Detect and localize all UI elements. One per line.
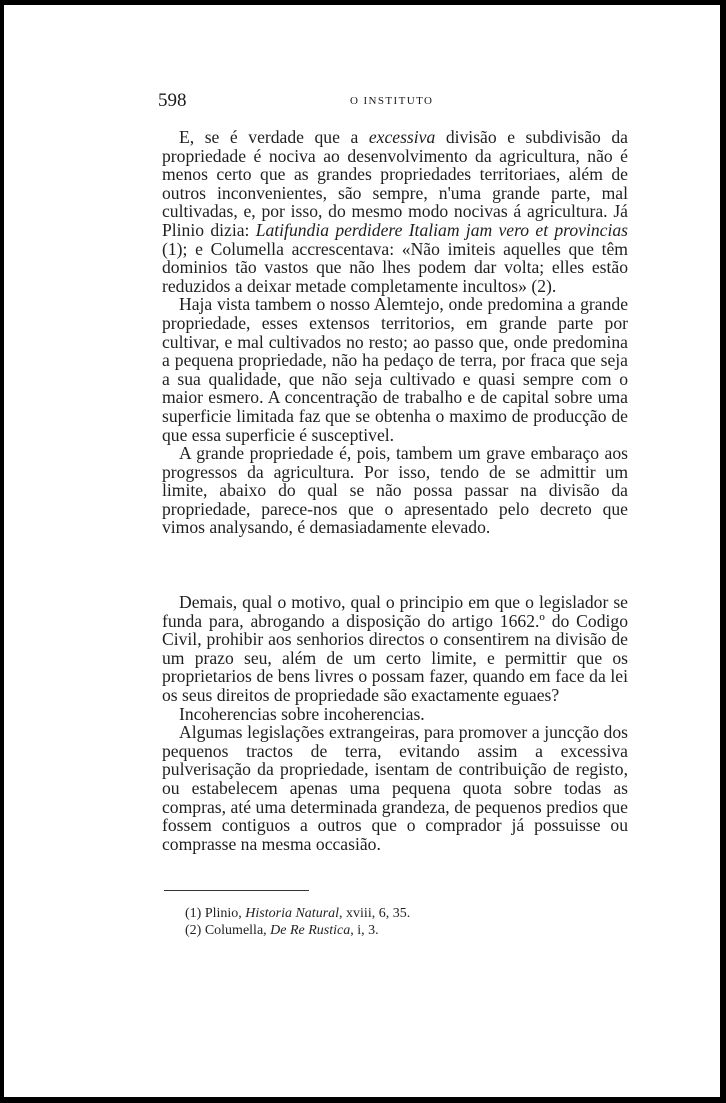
running-title: O INSTITUTO	[350, 95, 434, 107]
footnote-1: (1) Plinio, Historia Natural, xviii, 6, 35.	[185, 906, 411, 921]
page-number: 598	[158, 90, 187, 111]
paragraph-5: Incoherencias sobre incoherencias.	[179, 703, 425, 724]
book-page	[4, 5, 720, 1097]
paragraph-2: Haja vista tambem o nosso Alemtejo, onde predomina a grande propriedade, esses extensos territorios, em grande parte por cultivar, e mal cultivados no resto; ao passo que, onde predomina a pequena propriedade, não ha pedaço de terra, por fraca que seja a sua qualidade, que não seja cultivado e quasi sempre com o maior esmero. A concentração de trabalho e de capital sobre uma superficie limitada faz que se obtenha o maximo de producção de que essa superficie é susceptivel.	[162, 294, 628, 445]
paragraph-4: Demais, qual o motivo, qual o principio em que o legislador se funda para, abrogando a disposição do artigo 1662.º do Codigo Civil, prohibir aos senhorios directos o consentirem na divisão de um prazo seu, além de um certo limite, e permittir que os proprietarios de bens livres o possam fazer, quando em face da lei os seus direitos de propriedade são exactamente eguaes?	[162, 592, 628, 705]
footnote-divider	[164, 890, 309, 891]
paragraph-3: A grande propriedade é, pois, tambem um grave embaraço aos progressos da agricultura. Por isso, tendo de se admittir um limite, abaixo do qual se não possa passar na divisão da propriedade, parece-nos que o apresentado pelo decreto que vimos analysando, é demasiadamente elevado.	[162, 443, 628, 538]
running-header	[4, 90, 720, 114]
paragraph-6: Algumas legislações extrangeiras, para promover a juncção dos pequenos tractos de terra, evitando assim a excessiva pulverisação da propriedade, isentam de contribuição de registo, ou estabelecem apenas uma pequena quota sobre todas as compras, até uma determinada grandeza, de pequenos predios que fossem contiguos a outros que o comprador já possuisse ou comprasse na mesma occasião.	[162, 722, 628, 854]
footnote-2: (2) Columella, De Re Rustica, i, 3.	[185, 922, 379, 938]
footnotes	[185, 906, 410, 939]
body-text-upper	[162, 128, 628, 537]
paragraph-1: E, se é verdade que a excessiva divisão e subdivisão da propriedade é nociva ao desenvolvimento da agricultura, não é menos certo que as grandes propriedades territoriaes, além de outros inconvenientes, são sempre, n'uma grande parte, mal cultivadas, e, por isso, do mesmo modo nocivas á agricultura. Já Plinio dizia: Latifundia perdidere Italiam jam vero et provincias (1); e Columella accrescentava: «Não imiteis aquelles que têm dominios tão vastos que não lhes podem dar volta; elles estão reduzidos a deixar metade completamente incultos» (2).	[162, 127, 628, 296]
body-text-lower	[162, 593, 628, 853]
